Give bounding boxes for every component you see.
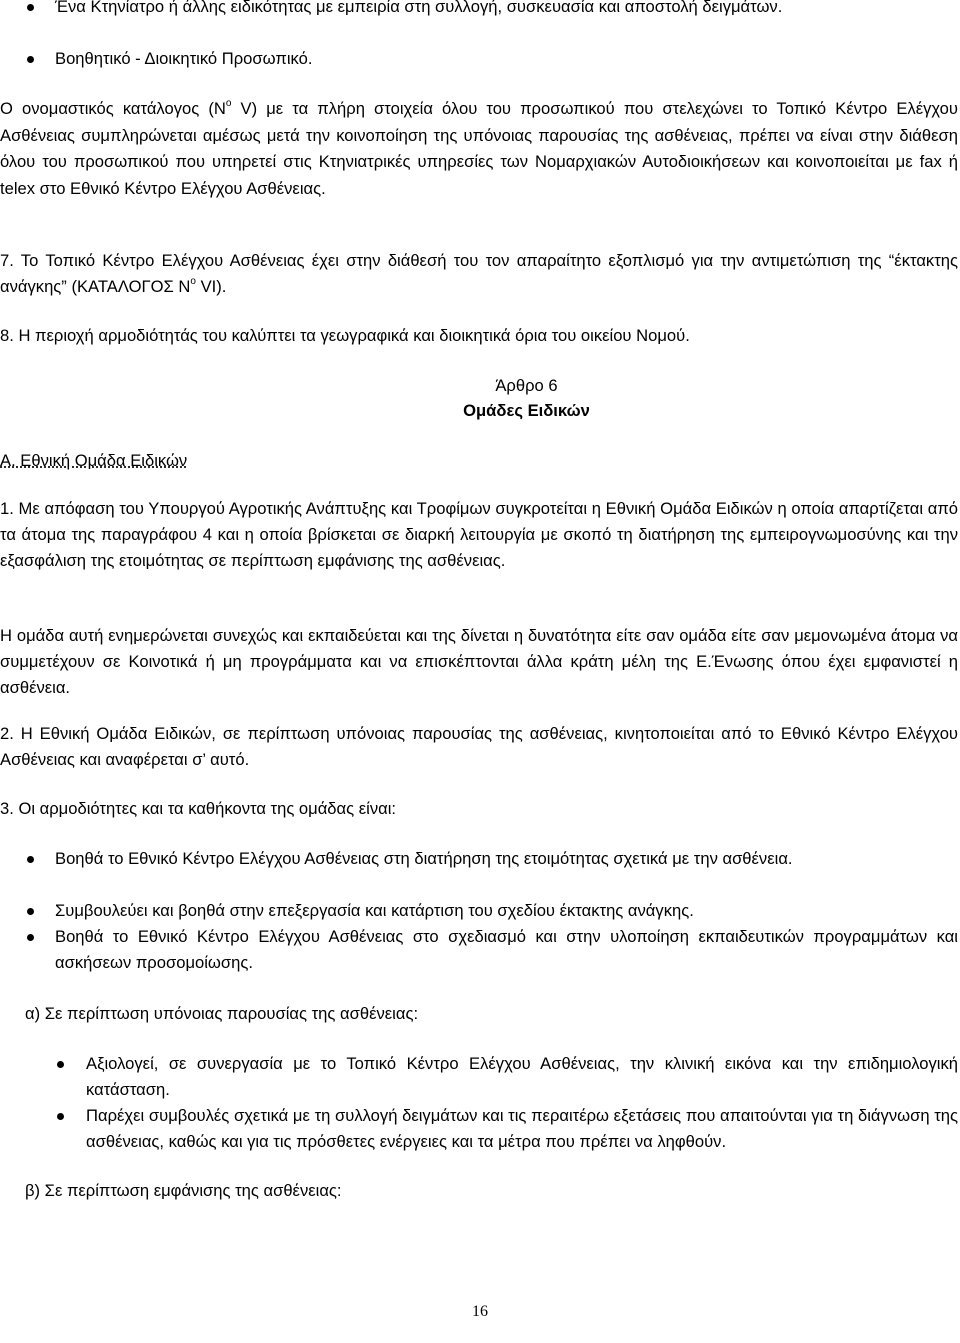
list-item <box>55 46 958 72</box>
list-item-text: Ένα Κτηνίατρο ή άλλης ειδικότητας με εμπειρία στη συλλογή, συσκευασία και αποστολή δειγμάτων. <box>55 0 783 16</box>
paragraph-a1: 1. Με απόφαση του Υπουργού Αγροτικής Ανάπτυξης και Τροφίμων συγκροτείται η Εθνική Ομάδα Ειδικών η οποία απαρτίζεται από τα άτομα της παραγράφου 4 και η οποία βρίσκεται σε διαρκή λειτουργία με σκοπό τη διατήρηση της εμπειρογνωμοσύνης και την εξασφάλιση της ετοιμότητας σε περίπτωση εμφάνισης της ασθένειας. <box>0 499 958 570</box>
duties-list <box>55 846 958 976</box>
catalog-text-end: V) με τα πλήρη στοιχεία όλου του προσωπικού που στελεχώνει το Τοπικό Κέντρο Ελέγχου Ασθένειας συμπληρώνεται αμέσως μετά την κοινοποίηση της υπόνοιας παρουσίας της ασθένειας, πρέπει να είναι στην διάθεση όλου του προσωπικού που υπηρετεί στις Κτηνιατρικές υπηρεσίες των Νομαρχιακών Αυτοδιοικήσεων και κοινοποιείται με fax ή telex στο Εθνικό Κέντρο Ελέγχου Ασθένειας. <box>0 99 958 198</box>
list-item-text: Βοηθά το Εθνικό Κέντρο Ελέγχου Ασθένειας στο σχεδιασμό και στην υλοποίηση εκπαιδευτικών προγραμμάτων και ασκήσεων προσομοίωσης. <box>55 927 958 972</box>
article-title: Ομάδες Ειδικών <box>463 401 590 420</box>
sub-a-list <box>86 1051 958 1155</box>
page-number: 16 <box>472 1303 488 1320</box>
ordinal-superscript: ο <box>190 276 196 287</box>
catalog-text-start: Ο ονομαστικός κατάλογος (Ν <box>0 99 226 118</box>
list-item <box>86 1103 958 1155</box>
bullet-icon <box>27 56 34 63</box>
list-item <box>86 1051 958 1103</box>
bullet-icon <box>27 934 34 941</box>
section-a-heading <box>0 448 187 474</box>
bullet-icon <box>57 1061 64 1068</box>
list-item <box>55 0 958 46</box>
ordinal-superscript: ο <box>225 98 232 109</box>
paragraph-a3: 3. Οι αρμοδιότητες και τα καθήκοντα της ομάδας είναι: <box>0 799 397 818</box>
paragraph-a2: 2. Η Εθνική Ομάδα Ειδικών, σε περίπτωση υπόνοιας παρουσίας της ασθένειας, κινητοποιείται από το Εθνικό Κέντρο Ελέγχου Ασθένειας και αναφέρεται σ’ αυτό. <box>0 724 958 769</box>
sub-a-heading: α) Σε περίπτωση υπόνοιας παρουσίας της ασθένειας: <box>25 1004 419 1023</box>
article-number: Άρθρο 6 <box>495 376 558 395</box>
bullet-icon <box>27 856 34 863</box>
staff-bullet-list <box>55 0 958 72</box>
section-a-label: Α. Εθνική Ομάδα Ειδικών <box>0 451 188 470</box>
sub-b-heading: β) Σε περίπτωση εμφάνισης της ασθένειας: <box>25 1181 342 1200</box>
list-item <box>55 898 958 924</box>
catalog-paragraph <box>0 96 958 202</box>
team-paragraph: Η ομάδα αυτή ενημερώνεται συνεχώς και εκπαιδεύεται και της δίνεται η δυνατότητα είτε σαν ομάδα είτε σαν μεμονωμένα άτομα να συμμετέχουν σε Κοινοτικά ή μη προγράμματα και να επισκέπτονται άλλα κράτη μέλη της Ε.Ένωσης όπου έχει εμφανιστεί η ασθένεια. <box>0 626 958 697</box>
list-item-text: Βοηθά το Εθνικό Κέντρο Ελέγχου Ασθένειας στη διατήρηση της ετοιμότητας σχετικά με την ασθένεια. <box>55 849 793 868</box>
bullet-icon <box>27 908 34 915</box>
list-item-text: Παρέχει συμβουλές σχετικά με τη συλλογή δειγμάτων και τις περαιτέρω εξετάσεις που απαιτούνται για τη διάγνωση της ασθένειας, καθώς και για τις πρόσθετες ενέργειες και τα μέτρα που πρέπει να ληφθούν. <box>86 1106 958 1151</box>
list-item <box>55 846 958 898</box>
bullet-icon <box>57 1113 64 1120</box>
paragraph-7 <box>0 248 958 300</box>
paragraph-8: 8. Η περιοχή αρμοδιότητάς του καλύπτει τα γεωγραφικά και διοικητικά όρια του οικείου Νομού. <box>0 326 690 345</box>
list-item-text: Βοηθητικό - Διοικητικό Προσωπικό. <box>55 49 313 68</box>
paragraph-7-text: 7. Το Τοπικό Κέντρο Ελέγχου Ασθένειας έχει στην διάθεσή του τον απαραίτητο εξοπλισμό για την αντιμετώπιση της “έκτακτης ανάγκης” (ΚΑΤΑΛΟΓΟΣ Ν <box>0 251 958 296</box>
paragraph-7-text-end: VI). <box>195 277 227 296</box>
list-item-text: Αξιολογεί, σε συνεργασία με το Τοπικό Κέντρο Ελέγχου Ασθένειας, την κλινική εικόνα και την επιδημιολογική κατάσταση. <box>86 1054 958 1099</box>
list-item <box>55 924 958 976</box>
bullet-icon <box>27 4 34 11</box>
list-item-text: Συμβουλεύει και βοηθά στην επεξεργασία και κατάρτιση του σχεδίου έκτακτης ανάγκης. <box>55 901 694 920</box>
